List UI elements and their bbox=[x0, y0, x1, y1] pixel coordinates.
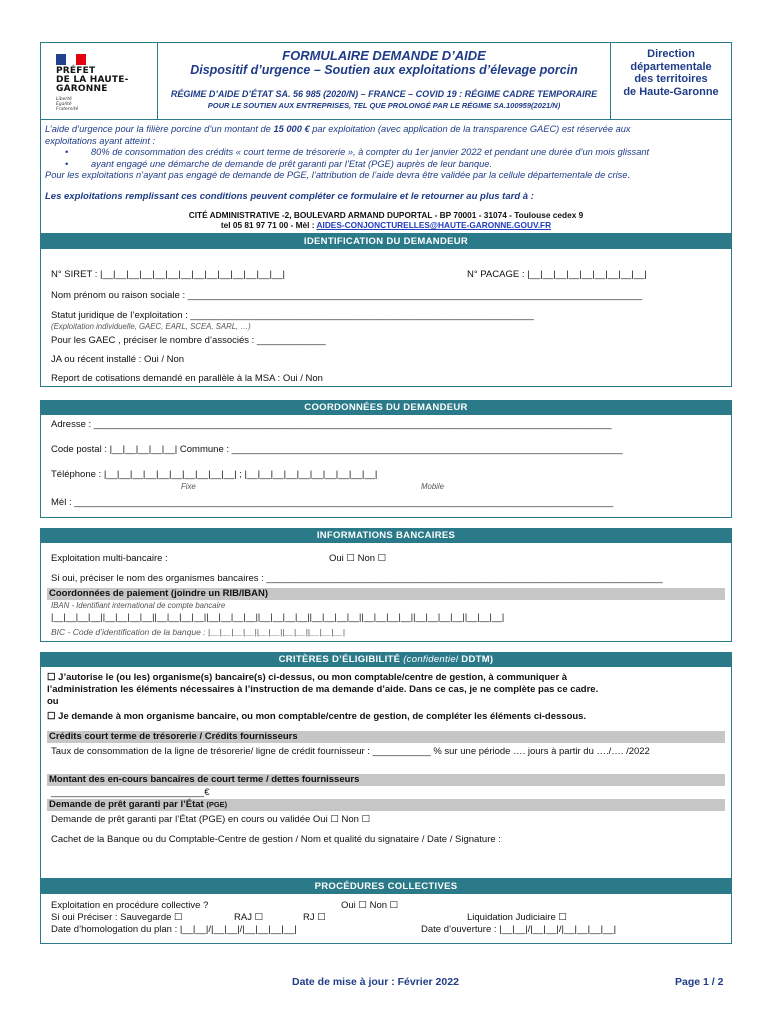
spacer bbox=[40, 642, 732, 652]
direction-line-4: de Haute-Garonne bbox=[623, 85, 719, 98]
title-block bbox=[158, 43, 611, 119]
confidentiel-label: (confidentiel bbox=[403, 654, 459, 665]
contact-line bbox=[45, 220, 727, 230]
form-subtitle: Dispositif d’urgence – Soutien aux exploitations d’élevage porcin bbox=[190, 63, 578, 77]
procedures-section bbox=[40, 894, 732, 944]
pge-title-text: Demande de prêt garanti par l’État bbox=[49, 799, 204, 810]
regime-line-2: POUR LE SOUTIEN AUX ENTREPRISES, TEL QUE PROLONGÉ PAR LE RÉGIME SA.100959(2021/N) bbox=[207, 101, 561, 110]
pge-field[interactable]: Demande de prêt garanti par l’État (PGE) en cours ou validée Oui ☐ Non ☐ bbox=[51, 814, 371, 825]
sauvegarde-checkbox[interactable]: Si oui Préciser : Sauvegarde ☐ bbox=[51, 912, 183, 923]
rib-title: Coordonnées de paiement (joindre un RIB/IBAN) bbox=[47, 588, 725, 600]
procedure-collective-label: Exploitation en procédure collective ? bbox=[51, 900, 209, 911]
ouverture-date-field[interactable]: Date d’ouverture : |__|__|/|__|__|/|__|__|__|__| bbox=[421, 924, 617, 935]
ddtm-label: DDTM) bbox=[461, 654, 494, 665]
iban-field[interactable]: |__|__|__|__||__|__|__|__||__|__|__|__||__|__|__|__||__|__|__|__||__|__|__|__||__|__|__|__||__|__|__|__||__|__|__| bbox=[51, 612, 505, 622]
iban-label: IBAN - Identifiant international de compte bancaire bbox=[51, 601, 226, 610]
address-block bbox=[45, 210, 727, 230]
coordonnees-section-title: COORDONNÉES DU DEMANDEUR bbox=[40, 400, 732, 415]
fixe-label: Fixe bbox=[181, 482, 196, 491]
pge-suffix: (PGE) bbox=[206, 800, 228, 809]
bancaire-section bbox=[40, 543, 732, 642]
spacer bbox=[40, 518, 732, 528]
marianne-flag-icon bbox=[56, 54, 86, 65]
intro-bullet-2: • ayant engagé une démarche de demande de prêt garanti par l’Etat (PGE) auprès de leur banque. bbox=[65, 159, 727, 171]
eligibilite-title-text: CRITÈRES D’ÉLIGIBILITÉ bbox=[278, 654, 401, 665]
prefet-line-1: PRÉFET bbox=[56, 66, 96, 76]
form-header bbox=[40, 42, 732, 120]
intro-bullets bbox=[45, 147, 727, 170]
msa-field[interactable]: Report de cotisations demandé en parallèle à la MSA : Oui / Non bbox=[51, 373, 323, 384]
intro-box bbox=[40, 120, 732, 234]
siret-field[interactable]: N° SIRET : |__|__|__|__|__|__|__|__|__|__|__|__|__|__| bbox=[51, 269, 285, 280]
montant-field[interactable]: _____________________________€ bbox=[51, 787, 210, 798]
intro-paragraph-2: Pour les exploitations n’ayant pas engagé de demande de PGE, l’attribution de l’aide devra être validée par la cellule départementale de crise. bbox=[45, 170, 631, 180]
eligibilite-section-title bbox=[40, 652, 732, 667]
multi-bancaire-label: Exploitation multi-bancaire : bbox=[51, 553, 168, 564]
devise-line-3: Fraternité bbox=[56, 107, 79, 112]
coordonnees-section bbox=[40, 415, 732, 518]
credits-title: Crédits court terme de trésorerie / Crédits fournisseurs bbox=[47, 731, 725, 743]
homologation-date-field[interactable]: Date d’homologation du plan : |__|__|/|__|__|/|__|__|__|__| bbox=[51, 924, 297, 935]
direction-block bbox=[611, 43, 731, 119]
organismes-field[interactable]: Si oui, préciser le nom des organismes bancaires : ___________________________________________________________________________ bbox=[51, 573, 663, 584]
devise-line-1: Liberté bbox=[56, 97, 72, 102]
direction-line-2: départementale bbox=[630, 60, 712, 73]
mel-field[interactable]: Mél : ______________________________________________________________________________________________________ bbox=[51, 497, 614, 508]
form-page bbox=[40, 42, 732, 944]
procedures-section-title: PROCÉDURES COLLECTIVES bbox=[40, 879, 732, 894]
intro-p1-a: L’aide d’urgence pour la filière porcine d’un montant de bbox=[45, 124, 274, 134]
mobile-label: Mobile bbox=[421, 482, 444, 491]
eligibilite-section bbox=[40, 667, 732, 879]
spacer bbox=[40, 387, 732, 400]
demande-checkbox[interactable]: ☐ Je demande à mon organisme bancaire, ou mon comptable/centre de gestion, de compléter les éléments ci-dessous. bbox=[47, 711, 587, 722]
regime-line: RÉGIME D’AIDE D’ÉTAT SA. 56 985 (2020/N) – FRANCE – COVID 19 : RÉGIME CADRE TEMPORAIRE bbox=[170, 89, 598, 99]
cachet-label: Cachet de la Banque ou du Comptable-Centre de gestion / Nom et qualité du signataire / Date / Signature : bbox=[51, 834, 501, 845]
identification-section bbox=[40, 249, 732, 387]
procedure-collective-choice[interactable]: Oui ☐ Non ☐ bbox=[341, 900, 399, 911]
rj-checkbox[interactable]: RJ ☐ bbox=[303, 912, 326, 923]
code-postal-field[interactable]: Code postal : |__|__|__|__|__| Commune : __________________________________________________________________________ bbox=[51, 444, 623, 455]
prefet-logo bbox=[41, 43, 158, 119]
devise-line-2: Égalité bbox=[56, 102, 72, 107]
ou-label: ou bbox=[47, 696, 59, 707]
statut-hint: (Exploitation individuelle, GAEC, EARL, SCEA, SARL, …) bbox=[51, 322, 251, 331]
devise bbox=[56, 97, 157, 112]
intro-bullet-1: • 80% de consommation des crédits « court terme de trésorerie », à compter du 1er janvier 2022 et pendant une durée d’un mois glissant bbox=[65, 147, 727, 159]
page-number: Page 1 / 2 bbox=[675, 976, 724, 988]
prefet-line-3: GARONNE bbox=[56, 84, 108, 94]
prefet-line-2: DE LA HAUTE- bbox=[56, 75, 129, 85]
address-line: CITÉ ADMINISTRATIVE -2, BOULEVARD ARMAND DUPORTAL - BP 70001 - 31074 - Toulouse cedex 9 bbox=[188, 210, 584, 220]
raj-checkbox[interactable]: RAJ ☐ bbox=[234, 912, 264, 923]
statut-field[interactable]: Statut juridique de l’exploitation : _________________________________________________________________ bbox=[51, 310, 534, 321]
bic-field[interactable]: BIC - Code d’identification de la banque : |__|__|__|__||__|__||__|__||__|__|__| bbox=[51, 627, 345, 637]
update-date: Date de mise à jour : Février 2022 bbox=[292, 976, 459, 988]
ja-field[interactable]: JA ou récent installé : Oui / Non bbox=[51, 354, 185, 365]
contact-prefix: tel 05 81 97 71 00 - Mèl : bbox=[220, 220, 317, 230]
aid-amount: 15 000 € bbox=[273, 124, 310, 134]
autorise-line-2: l’administration les éléments nécessaires à l’instruction de ma demande d’aide. Dans ce cas, je ne complète pas ce cadre. bbox=[47, 684, 599, 695]
telephone-field[interactable]: Téléphone : |__|__|__|__|__|__|__|__|__|__| ; |__|__|__|__|__|__|__|__|__|__| bbox=[51, 469, 378, 480]
pge-title bbox=[47, 799, 725, 811]
intro-p1-b: par exploitation (avec application de la transparence GAEC) est réservée aux bbox=[309, 124, 631, 134]
multi-bancaire-choice[interactable]: Oui ☐ Non ☐ bbox=[329, 553, 387, 564]
intro-p1-c: exploitations ayant atteint : bbox=[45, 135, 156, 146]
direction-line-1: Direction bbox=[647, 48, 695, 60]
taux-field[interactable]: Taux de consommation de la ligne de trésorerie/ ligne de crédit fournisseur : ___________ % sur une période …. jours à partir du …./…. /2022 bbox=[51, 746, 650, 757]
bancaire-section-title: INFORMATIONS BANCAIRES bbox=[40, 528, 732, 543]
liquidation-checkbox[interactable]: Liquidation Judiciaire ☐ bbox=[467, 912, 567, 923]
email-link[interactable]: AIDES-CONJONCTURELLES@HAUTE-GARONNE.GOUV.FR bbox=[316, 220, 552, 230]
adresse-field[interactable]: Adresse : __________________________________________________________________________________________________ bbox=[51, 419, 612, 430]
identification-section-title: IDENTIFICATION DU DEMANDEUR bbox=[40, 234, 732, 249]
form-title: FORMULAIRE DEMANDE D’AIDE bbox=[282, 48, 486, 63]
autorise-checkbox[interactable]: ☐ J’autorise le (ou les) organisme(s) bancaire(s) ci-dessus, ou mon comptable/centre de gestion, à communiquer à bbox=[47, 672, 568, 683]
gaec-field[interactable]: Pour les GAEC , préciser le nombre d’associés : _____________ bbox=[51, 335, 326, 346]
montant-title: Montant des en-cours bancaires de court terme / dettes fournisseurs bbox=[47, 774, 725, 786]
pacage-field[interactable]: N° PACAGE : |__|__|__|__|__|__|__|__|__| bbox=[467, 269, 647, 280]
nom-field[interactable]: Nom prénom ou raison sociale : ______________________________________________________________________________________ bbox=[51, 290, 643, 301]
direction-line-3: des territoires bbox=[634, 73, 708, 85]
intro-paragraph-1 bbox=[45, 124, 727, 136]
intro-paragraph-3: Les exploitations remplissant ces conditions peuvent compléter ce formulaire et le retourner au plus tard à : bbox=[45, 190, 534, 202]
